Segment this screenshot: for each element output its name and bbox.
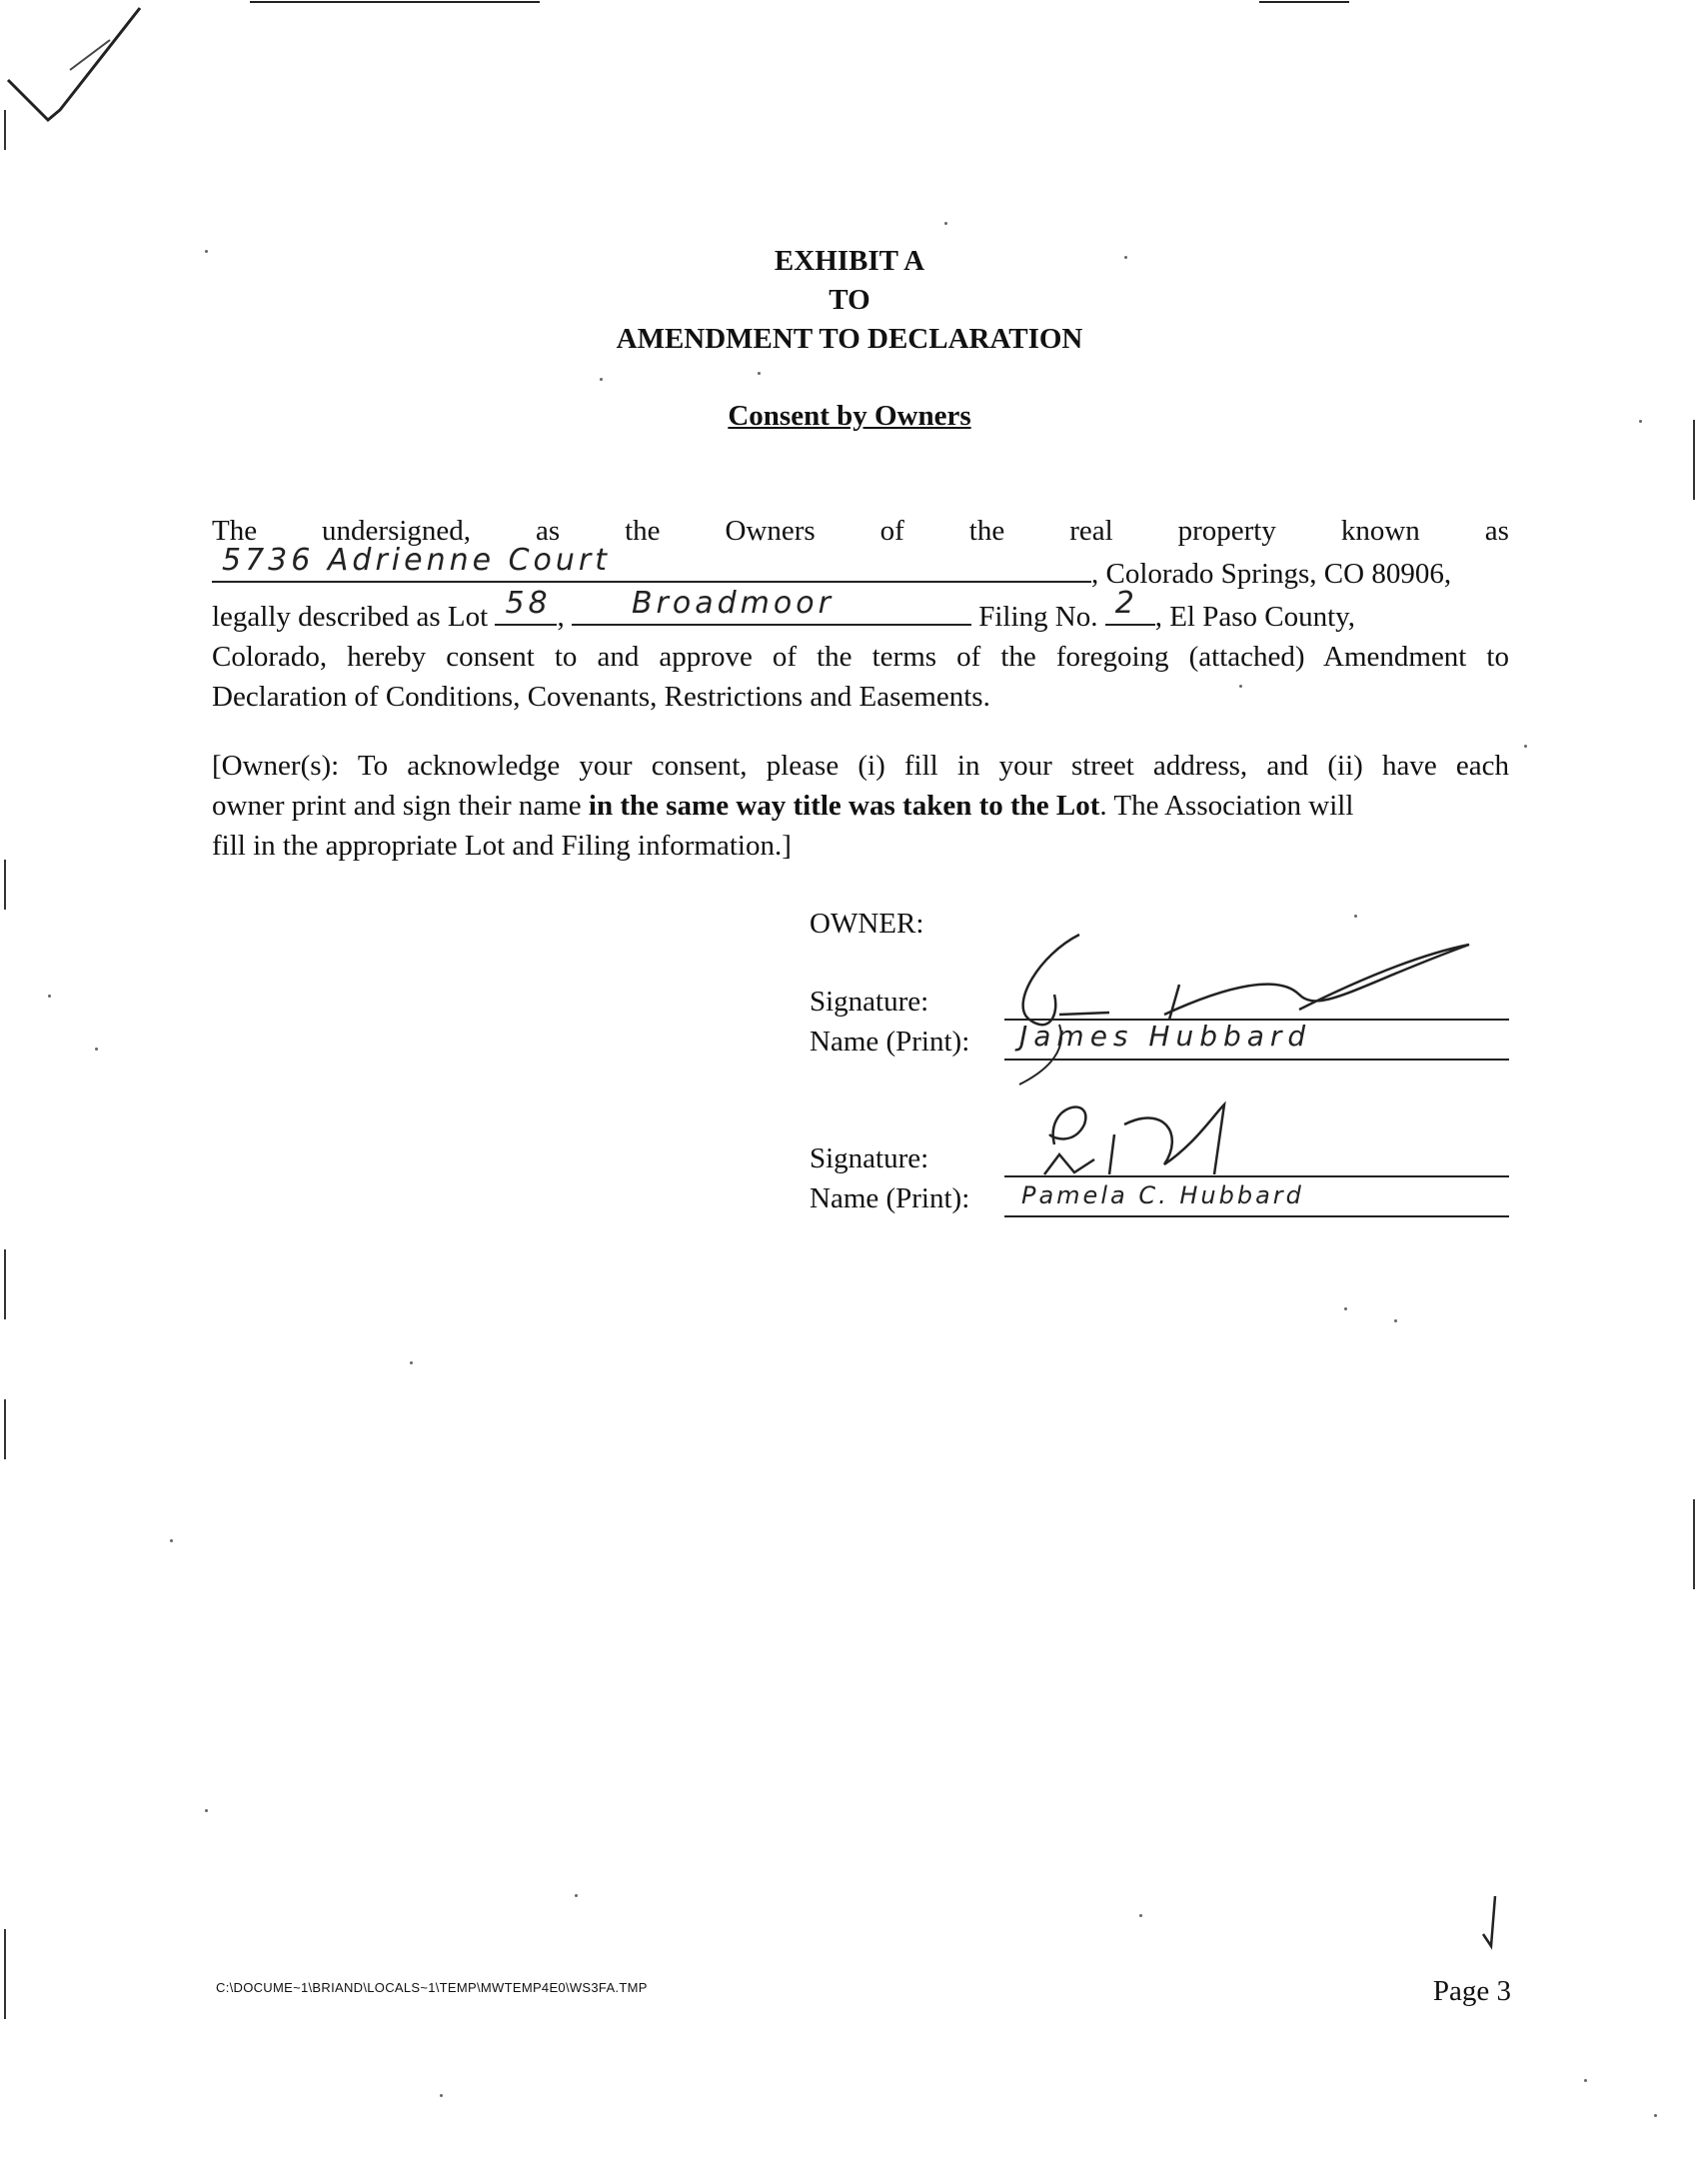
scan-mark [4, 1249, 6, 1319]
consent-line-5: Declaration of Conditions, Covenants, Restrictions and Easements. [212, 681, 990, 713]
check-mark-icon [0, 0, 160, 130]
scan-speck [758, 372, 761, 375]
exhibit-header [0, 242, 1699, 359]
scan-speck [205, 1809, 208, 1812]
word: real [1069, 515, 1113, 547]
scan-speck [1239, 685, 1242, 688]
name-line-2[interactable] [1004, 1214, 1509, 1217]
scan-mark [4, 1929, 6, 2019]
scan-speck [48, 995, 51, 998]
word: Owners [725, 515, 816, 547]
owner-label: OWNER: [810, 908, 924, 940]
subdivision-handwriting: Broadmoor [631, 586, 835, 621]
scan-speck [1344, 1307, 1347, 1310]
scan-speck [170, 1539, 173, 1542]
scan-speck [410, 1361, 413, 1364]
name-1-handwriting: James Hubbard [1019, 1020, 1312, 1053]
name-label-2: Name (Print): [810, 1182, 970, 1214]
scan-speck [1524, 745, 1527, 748]
header-line-3: AMENDMENT TO DECLARATION [616, 323, 1083, 355]
scan-mark [4, 860, 6, 910]
word: as [1484, 515, 1509, 547]
scan-mark [4, 110, 6, 150]
header-line-1: EXHIBIT A [774, 245, 925, 277]
word: undersigned, [322, 515, 472, 547]
filing-handwriting: 2 [1114, 586, 1138, 621]
instructions-line-2-post: . The Association will [1099, 790, 1354, 822]
word: known [1340, 515, 1420, 547]
name-label-1: Name (Print): [810, 1026, 970, 1058]
word: The [212, 515, 258, 547]
small-check-icon [1479, 1894, 1509, 1954]
subdivision-field[interactable] [572, 586, 971, 626]
section-subtitle: Consent by Owners [728, 400, 971, 432]
scan-line [1259, 0, 1349, 3]
address-suffix: , Colorado Springs, CO 80906, [1091, 558, 1452, 590]
word: of [879, 515, 904, 547]
consent-line-4: Colorado, hereby consent to and approve of the terms of the foregoing (attached) Amendment to [212, 641, 1509, 673]
legal-prefix: legally described as Lot [212, 601, 489, 633]
instructions-line-2-pre: owner print and sign their name [212, 790, 589, 822]
address-handwriting: 5736 Adrienne Court [222, 543, 612, 578]
word: property [1177, 515, 1276, 547]
scan-mark [4, 1399, 6, 1459]
scan-speck [1124, 256, 1127, 259]
instructions-paragraph [212, 746, 1509, 866]
scan-speck [205, 250, 208, 253]
signature-label-2: Signature: [810, 1142, 929, 1174]
header-line-2: TO [829, 284, 870, 316]
scan-speck [1394, 1319, 1397, 1322]
address-field[interactable] [212, 543, 1091, 583]
scan-speck [944, 222, 947, 225]
lot-field[interactable] [495, 586, 557, 626]
word: the [968, 515, 1005, 547]
county-suffix: , El Paso County, [1154, 601, 1356, 633]
word: as [536, 515, 561, 547]
file-path: C:\DOCUME~1\BRIAND\LOCALS~1\TEMP\MWTEMP4E0\WS3FA.TMP [216, 1980, 648, 1995]
signature-2-mark [1014, 1085, 1314, 1184]
filing-label: Filing No. [978, 601, 1098, 633]
scan-speck [1354, 915, 1357, 918]
scan-speck [1639, 420, 1642, 423]
scan-speck [600, 378, 603, 381]
instructions-line-3: fill in the appropriate Lot and Filing information.] [212, 830, 792, 862]
name-line-1[interactable] [1004, 1058, 1509, 1061]
filing-field[interactable] [1105, 586, 1155, 626]
instructions-line-2 [212, 786, 1509, 826]
page-number: Page 3 [1432, 1975, 1511, 2007]
signature-label-1: Signature: [810, 986, 929, 1018]
scan-speck [95, 1048, 98, 1051]
scan-speck [575, 1894, 578, 1897]
consent-paragraph [212, 511, 1509, 717]
signature-1-mark [999, 925, 1489, 1094]
instructions-line-1: [Owner(s): To acknowledge your consent, please (i) fill in your street address, and (ii) have each [212, 750, 1509, 782]
scan-mark [1693, 1499, 1695, 1589]
scan-line [250, 0, 540, 3]
scan-speck [1139, 1914, 1142, 1917]
word: the [625, 515, 661, 547]
lot-handwriting: 58 [505, 586, 552, 621]
name-2-handwriting: Pamela C. Hubbard [1021, 1181, 1304, 1209]
scan-speck [1584, 2079, 1587, 2082]
scan-speck [440, 2094, 443, 2097]
consent-line-3: legally described as Lot 58 , Broadmoor Filing No. 2 , El Paso County, [212, 586, 1356, 633]
instructions-emphasis: in the same way title was taken to the Lot [588, 790, 1100, 822]
scan-speck [1654, 2114, 1657, 2117]
consent-line-2 [212, 543, 1509, 594]
